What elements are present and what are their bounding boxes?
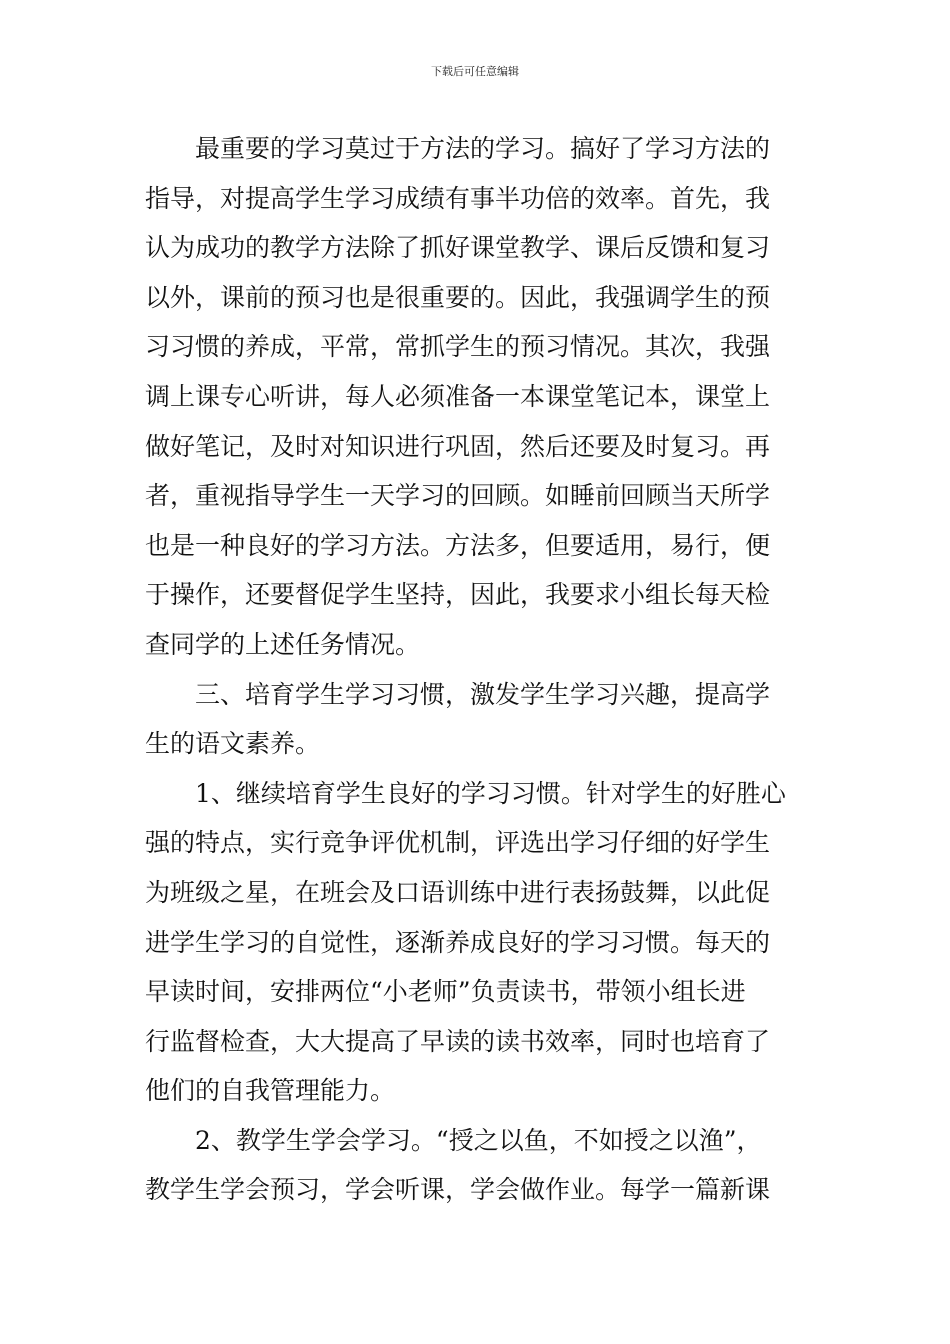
text-line: 1、继续培育学生良好的学习习惯。针对学生的好胜心	[145, 778, 786, 808]
text-line: 也是一种良好的学习方法。方法多，但要适用，易行，便	[145, 530, 771, 560]
text-line: 生的语文素养。	[145, 729, 321, 759]
text-line: 2、教学生学会学习。“授之以鱼，不如授之以渔”，	[145, 1125, 762, 1155]
document-body	[145, 124, 810, 1215]
text-line: 最重要的学习莫过于方法的学习。搞好了学习方法的	[145, 134, 771, 163]
text-line: 于操作，还要督促学生坚持，因此，我要求小组长每天检	[145, 580, 771, 610]
text-line: 早读时间，安排两位“小老师”负责读书，带领小组长进	[145, 977, 746, 1007]
text-line: 调上课专心听讲，每人必须准备一本课堂笔记本，课堂上	[145, 381, 771, 411]
page-header: 下载后可任意编辑	[431, 65, 519, 78]
text-line: 者，重视指导学生一天学习的回顾。如睡前回顾当天所学	[145, 481, 771, 511]
text-line: 教学生学会预习，学会听课，学会做作业。每学一篇新课	[145, 1175, 771, 1205]
text-line: 查同学的上述任务情况。	[145, 629, 421, 659]
text-line: 指导，对提高学生学习成绩有事半功倍的效率。首先，我	[145, 183, 771, 213]
text-line: 以外，课前的预习也是很重要的。因此，我强调学生的预	[145, 282, 771, 312]
text-line: 做好笔记，及时对知识进行巩固，然后还要及时复习。再	[145, 431, 771, 461]
text-line: 进学生学习的自觉性，逐渐养成良好的学习习惯。每天的	[145, 927, 771, 957]
text-line: 为班级之星，在班会及口语训练中进行表扬鼓舞，以此促	[145, 877, 771, 907]
text-line: 习习惯的养成，平常，常抓学生的预习情况。其次，我强	[145, 332, 771, 362]
text-line: 认为成功的教学方法除了抓好课堂教学、课后反馈和复习	[145, 233, 771, 263]
text-line: 强的特点，实行竞争评优机制，评选出学习仔细的好学生	[145, 828, 771, 858]
text-line: 他们的自我管理能力。	[145, 1076, 396, 1106]
text-line: 行监督检查，大大提高了早读的读书效率，同时也培育了	[145, 1026, 771, 1056]
text-line: 三、培育学生学习习惯，激发学生学习兴趣，提高学	[145, 679, 771, 709]
